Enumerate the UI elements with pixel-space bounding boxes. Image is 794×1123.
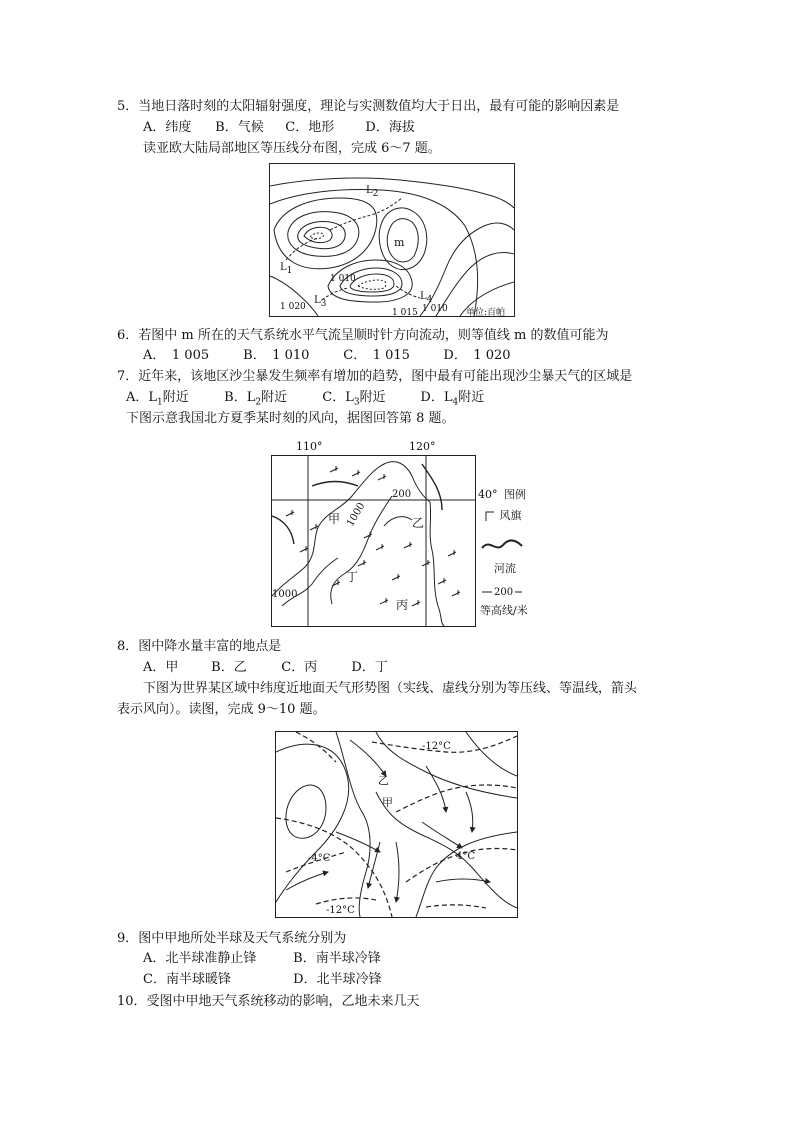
place-ding: 丁 [346, 570, 359, 584]
intro-6-7: 读亚欧大陆局部地区等压线分布图，完成 6～7 题。 [143, 141, 441, 156]
q7-option-c[interactable]: C．$L_3$附近 [322, 390, 386, 408]
legend-contour-value: 200 [492, 584, 515, 602]
place-jia: 甲 [328, 512, 341, 526]
q5-options [143, 119, 415, 137]
label-l4: $L_4$ [420, 291, 433, 305]
q5-option-d[interactable]: D．海拔 [365, 120, 415, 135]
q9-options-row1 [143, 950, 381, 968]
wind-flag-icon [484, 510, 496, 522]
temp-label-2: -4°C [308, 853, 331, 864]
q5-option-c[interactable]: C．地形 [285, 120, 335, 135]
q6-option-d[interactable]: D． 1 020 [443, 348, 511, 363]
intro-8: 下图示意我国北方夏季某时刻的风向，据图回答第 8 题。 [126, 411, 455, 426]
lon-110: 110° [296, 440, 323, 453]
label-l3: $L_3$ [314, 295, 327, 309]
legend-river-icon [480, 534, 524, 556]
place-yi-fig3: 乙 [378, 774, 389, 787]
temp-label-3: 4°C [456, 851, 476, 862]
intro-9-10-line1: 下图为世界某区域中纬度近地面天气形势图（实线、虚线分别为等压线、等温线，箭头 [143, 681, 638, 696]
q8-option-a[interactable]: A．甲 [143, 660, 179, 675]
q9-option-b[interactable]: B．南半球冷锋 [293, 951, 381, 966]
label-unit: 单位:百帕 [466, 308, 506, 317]
q8-stem: 8．图中降水量丰富的地点是 [117, 639, 282, 654]
wind-map-drawing [272, 456, 475, 626]
q8-option-b[interactable]: B．乙 [211, 660, 247, 675]
isobar-map-drawing [270, 164, 514, 316]
weather-map [275, 731, 518, 918]
q9-stem: 9．图中甲地所处半球及天气系统分别为 [117, 931, 347, 946]
q6-option-c[interactable]: C． 1 015 [343, 348, 410, 363]
legend-contour: 等高线/米 [480, 604, 528, 617]
contour-1000-a: 1000 [345, 500, 368, 529]
q8-option-c[interactable]: C．丙 [281, 660, 318, 675]
q5-option-b[interactable]: B．气候 [215, 120, 264, 135]
legend-wind: 风旗 [499, 509, 522, 522]
label-1015: 1 015 [392, 308, 418, 317]
label-1010-a: 1 010 [330, 274, 356, 284]
wind-map [271, 455, 476, 627]
q9-option-d[interactable]: D．北半球冷锋 [293, 972, 382, 987]
place-bing: 丙 [396, 598, 409, 612]
label-l2: $L_2$ [366, 185, 379, 199]
isobar-map [269, 163, 515, 317]
legend-title: 图例 [504, 488, 526, 501]
q8-options [143, 659, 388, 677]
q7-options [126, 389, 484, 412]
q6-option-b[interactable]: B． 1 010 [243, 348, 310, 363]
label-1010-b: 1 010 [422, 304, 448, 314]
contour-200: 200 [392, 489, 412, 500]
q9-option-a[interactable]: A．北半球准静止锋 [143, 951, 257, 966]
q7-option-a[interactable]: A．$L_1$附近 [126, 390, 189, 408]
label-m: m [394, 236, 405, 249]
legend-river: 河流 [494, 562, 516, 575]
lon-120: 120° [409, 440, 436, 453]
q5-stem: 5．当地日落时刻的太阳辐射强度，理论与实测数值均大于日出，最有可能的影响因素是 [117, 99, 620, 114]
q9-option-c[interactable]: C．南半球暖锋 [143, 972, 231, 987]
place-yi: 乙 [412, 516, 425, 530]
intro-9-10-line2: 表示风向）。读图，完成 9～10 题。 [117, 702, 326, 717]
label-l1: $L_1$ [280, 262, 293, 276]
q10-stem: 10．受图中甲地天气系统移动的影响，乙地未来几天 [117, 994, 420, 1009]
temp-label-4: -12°C [326, 905, 355, 916]
q6-options [143, 347, 511, 365]
q7-option-b[interactable]: B．$L_2$附近 [224, 390, 288, 408]
q6-option-a[interactable]: A． 1 005 [143, 348, 210, 363]
q9-options-row2 [143, 971, 382, 989]
q6-stem: 6．若图中 m 所在的天气系统水平气流呈顺时针方向流动，则等值线 m 的数值可能为 [117, 328, 609, 343]
q7-option-d[interactable]: D．$L_4$附近 [420, 390, 485, 408]
weather-map-drawing [276, 732, 517, 917]
q5-option-a[interactable]: A．纬度 [143, 120, 192, 135]
temp-label-1: -12°C [422, 741, 451, 752]
q8-option-d[interactable]: D．丁 [351, 660, 388, 675]
label-1020: 1 020 [280, 302, 306, 312]
lat-40: 40° [478, 488, 498, 501]
q7-stem: 7．近年来，该地区沙尘暴发生频率有增加的趋势，图中最有可能出现沙尘暴天气的区域是 [117, 369, 633, 384]
legend-wind-row [484, 507, 522, 525]
place-jia-fig3: 甲 [382, 796, 393, 809]
contour-1000-b: 1000 [272, 589, 298, 600]
